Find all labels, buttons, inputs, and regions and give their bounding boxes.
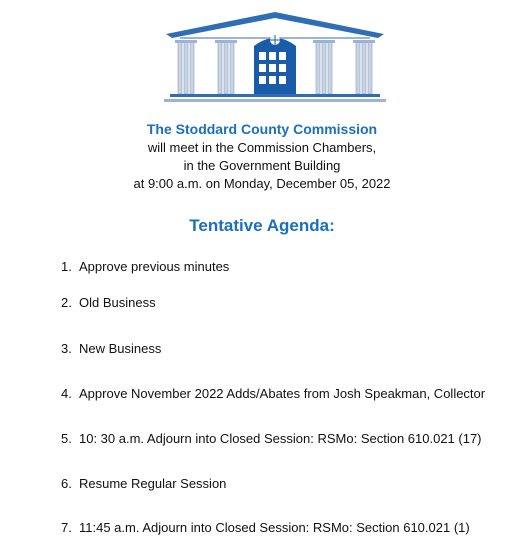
agenda-item-text: Approve previous minutes bbox=[79, 259, 230, 274]
agenda-item-number: 7. bbox=[61, 520, 72, 535]
agenda-item bbox=[61, 386, 485, 401]
agenda-item-text: Old Business bbox=[79, 295, 156, 310]
agenda-item-number: 3. bbox=[61, 341, 72, 356]
meeting-header bbox=[0, 120, 524, 193]
agenda-item-number: 5. bbox=[61, 431, 72, 446]
agenda-item bbox=[61, 520, 470, 535]
agenda-item-text: New Business bbox=[79, 341, 162, 356]
meeting-time-line: at 9:00 a.m. on Monday, December 05, 2022 bbox=[133, 176, 391, 191]
agenda-item-number: 2. bbox=[61, 295, 72, 310]
agenda-item-number: 6. bbox=[61, 476, 72, 491]
agenda-item bbox=[61, 259, 229, 274]
agenda-item bbox=[61, 431, 482, 446]
organization-name: The Stoddard County Commission bbox=[146, 121, 378, 137]
agenda-item-number: 4. bbox=[61, 386, 72, 401]
agenda-item-number: 1. bbox=[61, 259, 72, 274]
agenda-item-text: Approve November 2022 Adds/Abates from Josh Speakman, Collector bbox=[79, 386, 486, 401]
meeting-location-line: will meet in the Commission Chambers, bbox=[147, 140, 377, 155]
courthouse-logo-icon bbox=[160, 8, 390, 106]
agenda-item bbox=[61, 476, 226, 491]
agenda-title: Tentative Agenda: bbox=[189, 216, 335, 235]
agenda-item-text: 11:45 a.m. Adjourn into Closed Session: RSMo: Section 610.021 (1) bbox=[79, 520, 470, 535]
agenda-item bbox=[61, 341, 161, 356]
agenda-item-text: 10: 30 a.m. Adjourn into Closed Session: RSMo: Section 610.021 (17) bbox=[79, 431, 482, 446]
meeting-building-line: in the Government Building bbox=[183, 158, 341, 173]
agenda-item-text: Resume Regular Session bbox=[79, 476, 227, 491]
agenda-item bbox=[61, 295, 156, 310]
